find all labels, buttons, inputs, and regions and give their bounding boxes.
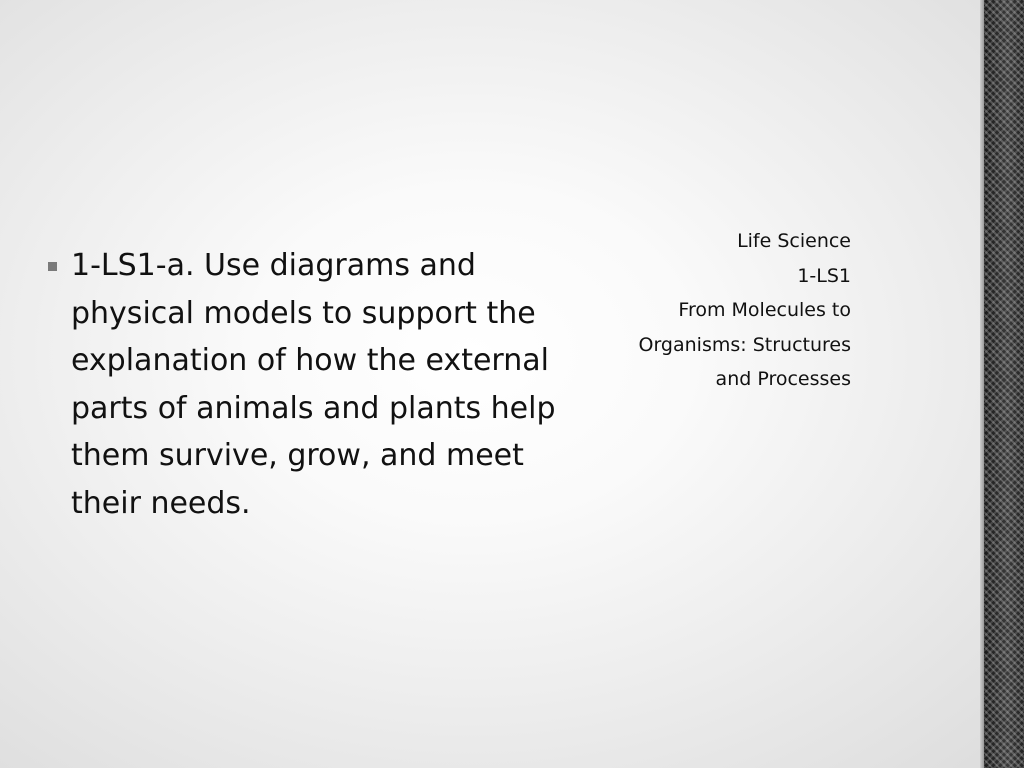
square-bullet-icon	[48, 262, 57, 271]
title-line: 1-LS1	[797, 264, 851, 287]
bullet-text: 1-LS1-a. Use diagrams and physical models to support the explanation of how the external parts of animals and plants help them survive, grow, and meet their needs.	[71, 248, 556, 521]
title-line: and Processes	[715, 368, 851, 390]
decorative-side-border	[984, 0, 1024, 768]
content-placeholder[interactable]	[48, 242, 558, 527]
title-line: Life Science	[737, 230, 851, 252]
slide-title[interactable]	[560, 224, 851, 397]
title-line: From Molecules to	[678, 299, 851, 321]
title-line: Organisms: Structures	[638, 333, 851, 356]
